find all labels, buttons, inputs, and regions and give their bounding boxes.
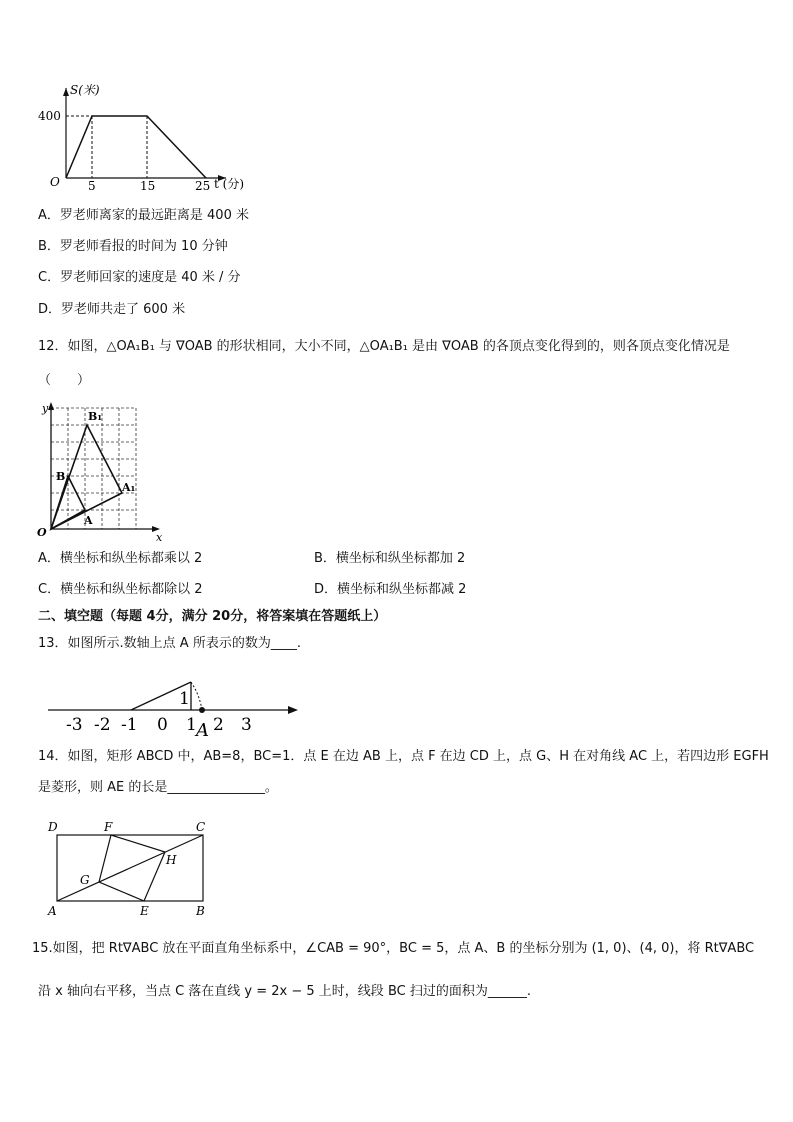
fig-point-b: B — [56, 470, 66, 483]
q12-triangle-figure — [34, 398, 169, 543]
q14-rectangle-figure — [40, 815, 220, 923]
section-2-title: 二、填空题（每题 4分，满分 20分，将答案填在答题纸上） — [38, 609, 387, 624]
q11-distance-time-graph — [30, 78, 260, 196]
rect-g: G — [80, 873, 90, 887]
q14-line1: 14．如图，矩形 ABCD 中，AB=8，BC=1．点 E 在边 AB 上，点 F 在边 CD 上，点 G、H 在对角线 AC 上，若四边形 EGFH — [38, 749, 769, 764]
nl-tick-0: 0 — [157, 715, 168, 735]
graph-x-tick-25: 25 — [195, 179, 211, 193]
q11-option-a: A．罗老师离家的最远距离是 400 米 — [38, 208, 249, 223]
rect-c: C — [196, 820, 206, 834]
rect-e: E — [140, 904, 149, 918]
graph-y-tick: 400 — [38, 109, 61, 123]
graph-origin: O — [50, 175, 60, 189]
nl-tick-1: 1 — [186, 715, 197, 735]
q15-line1: 15.如图，把 Rt∇ABC 放在平面直角坐标系中，∠CAB = 90°，BC = 5，点 A、B 的坐标分别为 (1, 0)、(4, 0)，将 Rt∇ABC — [32, 941, 755, 956]
rect-d: D — [48, 820, 58, 834]
q12-option-a: A．横坐标和纵坐标都乘以 2 — [38, 551, 203, 566]
fig-origin: O — [37, 526, 47, 539]
q11-option-c: C．罗老师回家的速度是 40 米 / 分 — [38, 270, 241, 285]
nl-tick-2: 2 — [213, 715, 224, 735]
rect-a: A — [48, 904, 57, 918]
q14-line2: 是菱形，则 AE 的长是_______________。 — [38, 780, 278, 795]
rect-f: F — [104, 820, 113, 834]
nl-triangle-label: 1 — [179, 689, 190, 709]
graph-x-label: t (分) — [214, 177, 245, 191]
q13-number-line — [40, 668, 302, 738]
q12-option-d: D．横坐标和纵坐标都减 2 — [314, 582, 467, 597]
nl-tick--2: -2 — [94, 715, 111, 735]
nl-tick--1: -1 — [121, 715, 138, 735]
fig-point-a: A — [84, 514, 93, 527]
rect-b: B — [196, 904, 205, 918]
q12-stem: 12．如图，△OA₁B₁ 与 ∇OAB 的形状相同，大小不同，△OA₁B₁ 是由 ∇OAB 的各顶点变化得到的，则各顶点变化情况是 — [38, 339, 730, 354]
rect-h: H — [166, 853, 177, 867]
nl-tick-3: 3 — [241, 715, 252, 735]
fig-y-label: y — [42, 402, 49, 415]
q12-option-c: C．横坐标和纵坐标都除以 2 — [38, 582, 203, 597]
q15-line2: 沿 x 轴向右平移，当点 C 落在直线 y = 2x − 5 上时，线段 BC 扫过的面积为______. — [38, 984, 531, 999]
graph-x-tick-15: 15 — [140, 179, 156, 193]
fig-point-a1: A₁ — [122, 481, 136, 494]
q12-paren: （ ） — [38, 373, 91, 388]
q11-option-b: B．罗老师看报的时间为 10 分钟 — [38, 239, 228, 254]
q13-stem: 13．如图所示.数轴上点 A 所表示的数为____. — [38, 636, 301, 651]
nl-tick--3: -3 — [66, 715, 83, 735]
graph-x-tick-5: 5 — [88, 179, 96, 193]
graph-y-label: S(米) — [70, 83, 100, 97]
nl-point-a: A — [196, 720, 209, 738]
q12-option-b: B．横坐标和纵坐标都加 2 — [314, 551, 466, 566]
fig-point-b1: B₁ — [88, 410, 103, 423]
fig-x-label: x — [156, 531, 163, 543]
q11-option-d: D．罗老师共走了 600 米 — [38, 302, 186, 317]
